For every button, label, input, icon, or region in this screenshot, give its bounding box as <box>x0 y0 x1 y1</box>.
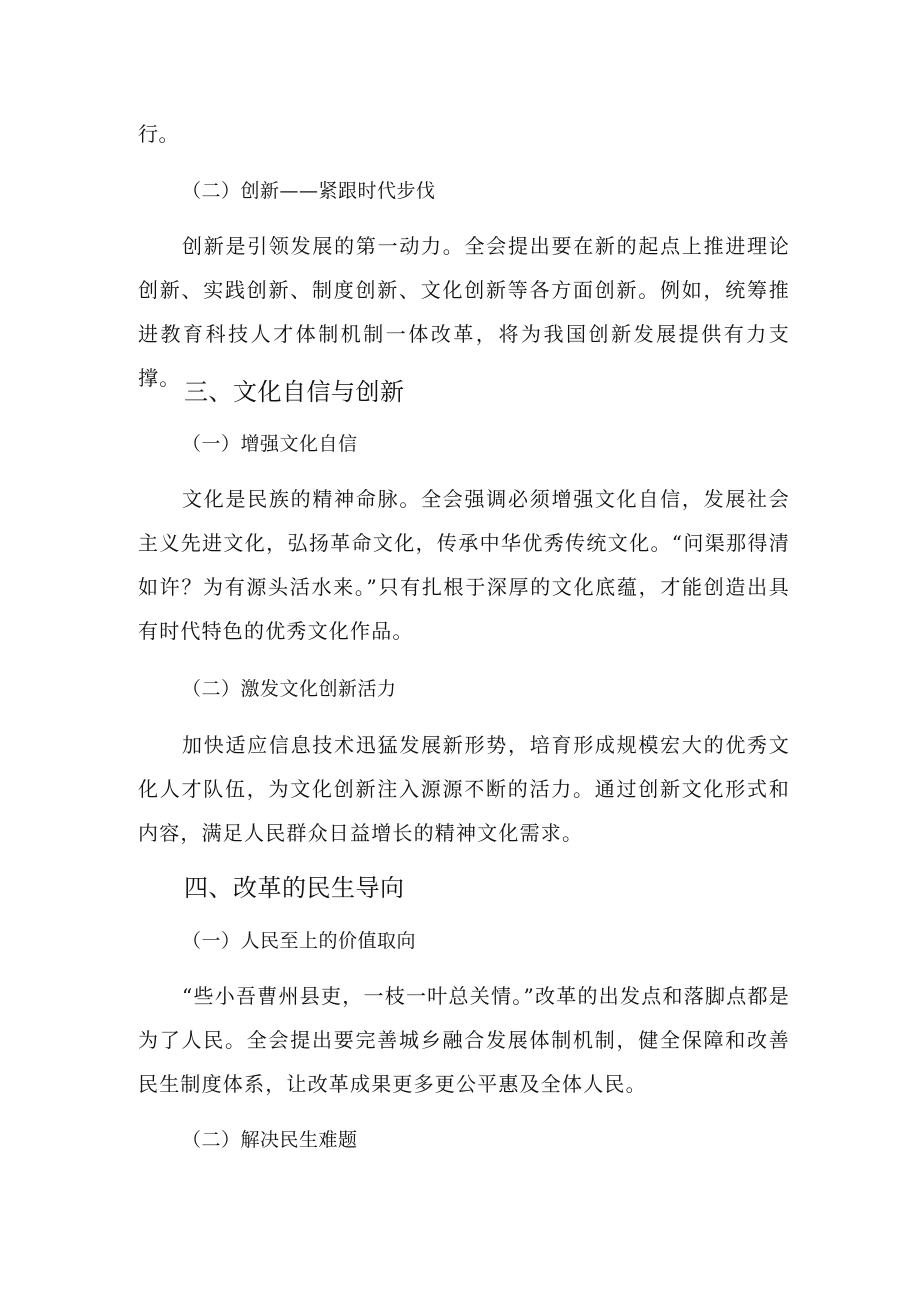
section-heading-culture: 三、文化自信与创新 <box>184 378 405 406</box>
section-heading-livelihood: 四、改革的民生导向 <box>184 874 405 902</box>
subheading-cultural-confidence: （一）增强文化自信 <box>182 433 358 455</box>
subheading-innovation: （二）创新——紧跟时代步伐 <box>182 180 436 202</box>
subheading-cultural-innovation: （二）激发文化创新活力 <box>182 678 397 700</box>
paragraph-innovation: 创新是引领发展的第一动力。全会提出要在新的起点上推进理论创新、实践创新、制度创新、文化创新等各方面创新。例如，统筹推进教育科技人才体制机制一体改革，将为我国创新发展提供有力支撑。 <box>138 234 790 390</box>
subheading-livelihood-problems: （二）解决民生难题 <box>182 1129 358 1151</box>
subheading-people-first: （一）人民至上的价值取向 <box>182 930 417 952</box>
paragraph-cultural-confidence: 文化是民族的精神命脉。全会强调必须增强文化自信，发展社会主义先进文化，弘扬革命文化，传承中华优秀传统文化。“问渠那得清如许？为有源头活水来。”只有扎根于深厚的文化底蕴，才能创造出具有时代特色的优秀文化作品。 <box>138 487 790 643</box>
paragraph-tail: 行。 <box>138 122 179 146</box>
paragraph-people-first: “些小吾曹州县吏，一枝一叶总关情。”改革的出发点和落脚点都是为了人民。全会提出要完善城乡融合发展体制机制，健全保障和改善民生制度体系，让改革成果更多更公平惠及全体人民。 <box>138 984 790 1096</box>
paragraph-cultural-innovation: 加快适应信息技术迅猛发展新形势，培育形成规模宏大的优秀文化人才队伍，为文化创新注入源源不断的活力。通过创新文化形式和内容，满足人民群众日益增长的精神文化需求。 <box>138 733 790 845</box>
